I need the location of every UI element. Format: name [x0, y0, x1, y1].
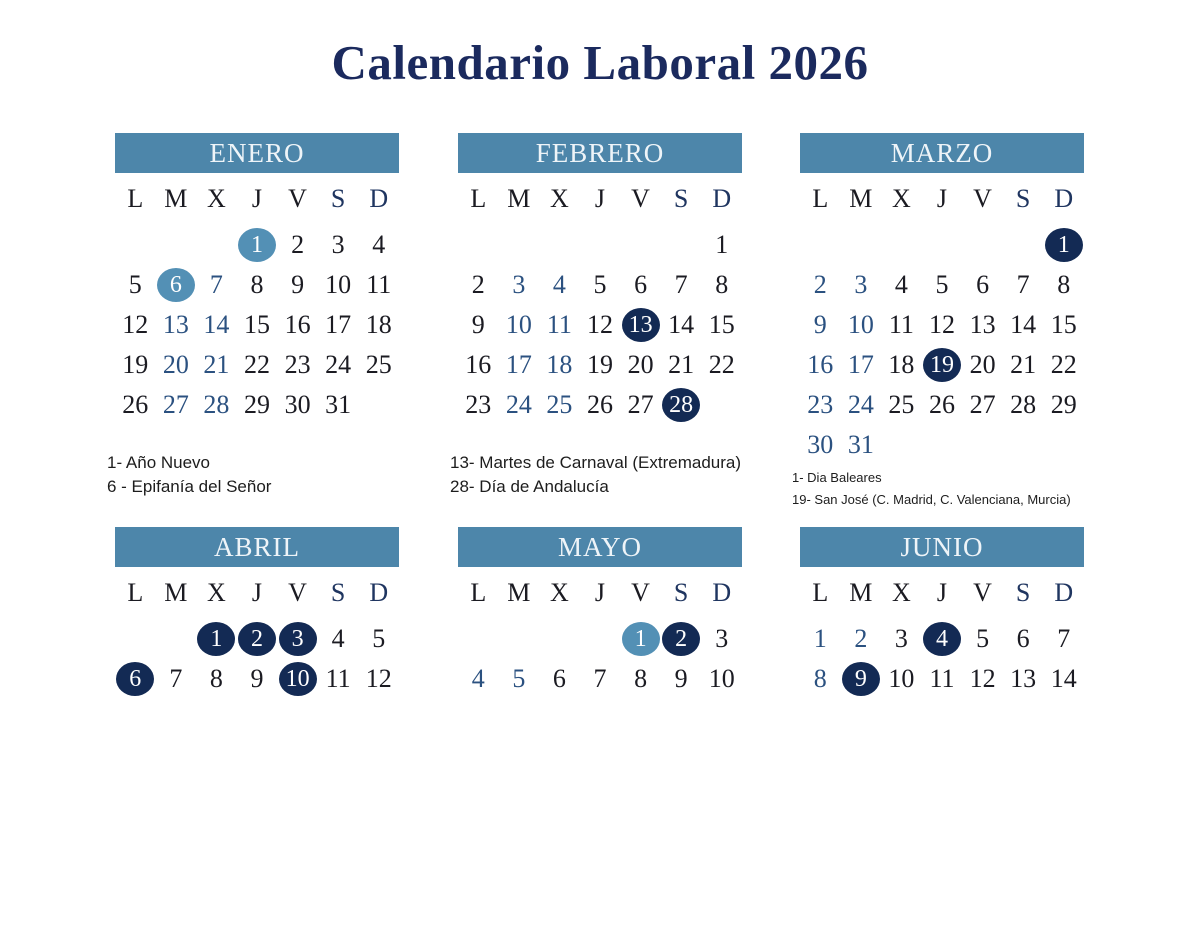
- holiday-circle: 10: [279, 662, 317, 696]
- date-cell: 24: [505, 390, 532, 419]
- weekday-header-D: D: [1054, 578, 1074, 607]
- empty-cell: [580, 619, 621, 659]
- weekday-header-row: [800, 577, 1084, 609]
- date-cell: 4: [331, 624, 345, 653]
- date-cell: 7: [169, 664, 183, 693]
- date-cell: 12: [928, 310, 955, 339]
- weekday-header-J: J: [251, 184, 263, 213]
- holiday-circle: 1: [197, 622, 235, 656]
- holiday-note: 28- Día de Andalucía: [450, 477, 609, 496]
- holiday-note: 1- Año Nuevo: [107, 453, 211, 472]
- date-cell: 21: [1010, 350, 1037, 379]
- date-cell: 4: [552, 270, 566, 299]
- weekday-header-S: S: [673, 578, 689, 607]
- date-cell: 7: [1057, 624, 1071, 653]
- weekday-header-M: M: [507, 578, 531, 607]
- weekday-header-L: L: [127, 184, 144, 213]
- date-cell: 12: [586, 310, 613, 339]
- weekday-header-D: D: [369, 184, 389, 213]
- date-cell: 14: [1050, 664, 1077, 693]
- date-cell: 17: [325, 310, 352, 339]
- holiday-circle: 13: [622, 308, 660, 342]
- weekday-header-X: X: [550, 578, 569, 607]
- holiday-notes: [450, 451, 790, 499]
- week-row: [458, 659, 742, 699]
- weekday-header-row: [115, 183, 399, 215]
- holiday-circle: 3: [279, 622, 317, 656]
- date-cell: 9: [813, 310, 827, 339]
- date-cell: 1: [715, 230, 729, 259]
- date-cell: 3: [512, 270, 526, 299]
- date-cell: 5: [372, 624, 386, 653]
- date-cell: 23: [465, 390, 492, 419]
- date-cell: 28: [1010, 390, 1037, 419]
- month-title: FEBRERO: [458, 133, 742, 173]
- date-cell: 6: [634, 270, 648, 299]
- holiday-note: 13- Martes de Carnaval (Extremadura): [450, 453, 742, 472]
- empty-cell: [156, 619, 197, 659]
- month-febrero: [450, 133, 742, 553]
- holiday-note: 19- San José (C. Madrid, C. Valenciana, Murcia): [792, 492, 1071, 507]
- date-cell: 5: [935, 270, 949, 299]
- date-cell: 15: [1050, 310, 1077, 339]
- date-cell: 10: [325, 270, 352, 299]
- weekday-header-S: S: [330, 578, 346, 607]
- empty-cell: [115, 619, 156, 659]
- month-enero: [107, 133, 399, 553]
- weekday-header-M: M: [164, 184, 188, 213]
- weekday-header-M: M: [849, 578, 873, 607]
- date-cell: 31: [325, 390, 352, 419]
- date-cell: 27: [969, 390, 996, 419]
- date-cell: 10: [505, 310, 532, 339]
- weekday-header-V: V: [973, 578, 992, 607]
- date-cell: 10: [847, 310, 874, 339]
- date-cell: 26: [586, 390, 613, 419]
- empty-cell: [115, 225, 156, 265]
- date-cell: 20: [627, 350, 654, 379]
- weeks-grid: [800, 619, 1084, 699]
- page-title: Calendario Laboral 2026: [331, 35, 869, 90]
- date-cell: 3: [331, 230, 345, 259]
- month-title: JUNIO: [800, 527, 1084, 567]
- empty-cell: [499, 619, 540, 659]
- date-cell: 29: [1050, 390, 1077, 419]
- empty-cell: [358, 385, 399, 425]
- date-cell: 21: [668, 350, 695, 379]
- weeks-grid: [458, 619, 742, 699]
- empty-cell: [499, 225, 540, 265]
- date-cell: 5: [128, 270, 142, 299]
- date-cell: 26: [122, 390, 149, 419]
- date-cell: 12: [122, 310, 149, 339]
- empty-cell: [156, 225, 197, 265]
- holiday-circle: 1: [238, 228, 276, 262]
- weekday-header-D: D: [712, 578, 732, 607]
- date-cell: 8: [715, 270, 729, 299]
- date-cell: 2: [854, 624, 868, 653]
- date-cell: [115, 659, 156, 699]
- weekday-header-L: L: [470, 578, 487, 607]
- weekday-header-V: V: [631, 578, 650, 607]
- empty-cell: [539, 225, 580, 265]
- week-row: [115, 265, 399, 305]
- weekday-header-X: X: [550, 184, 569, 213]
- date-cell: 8: [250, 270, 264, 299]
- weekday-header-J: J: [251, 578, 263, 607]
- date-cell: 25: [888, 390, 915, 419]
- empty-cell: [922, 225, 963, 265]
- date-cell: [841, 659, 882, 699]
- weekday-header-X: X: [207, 578, 226, 607]
- date-cell: [620, 619, 661, 659]
- weekday-header-S: S: [1015, 578, 1031, 607]
- empty-cell: [881, 425, 922, 465]
- empty-cell: [620, 225, 661, 265]
- date-cell: [277, 659, 318, 699]
- date-cell: 23: [284, 350, 311, 379]
- date-cell: 11: [888, 310, 914, 339]
- week-row: [458, 225, 742, 265]
- date-cell: 16: [807, 350, 834, 379]
- weekday-header-J: J: [936, 578, 948, 607]
- date-cell: 30: [284, 390, 311, 419]
- date-cell: [156, 265, 197, 305]
- month-mayo: [458, 527, 742, 947]
- date-cell: 7: [674, 270, 688, 299]
- date-cell: [1043, 225, 1084, 265]
- date-cell: 11: [325, 664, 351, 693]
- date-cell: 4: [894, 270, 908, 299]
- date-cell: 14: [668, 310, 695, 339]
- weekday-header-S: S: [330, 184, 346, 213]
- week-row: [115, 659, 399, 699]
- weekday-header-M: M: [849, 184, 873, 213]
- week-row: [800, 425, 1084, 465]
- date-cell: 9: [471, 310, 485, 339]
- month-title: ENERO: [115, 133, 399, 173]
- date-cell: 26: [928, 390, 955, 419]
- weeks-grid: [800, 225, 1084, 465]
- month-marzo: [792, 133, 1084, 553]
- empty-cell: [196, 225, 237, 265]
- date-cell: 14: [1010, 310, 1037, 339]
- date-cell: 24: [325, 350, 352, 379]
- holiday-circle: 19: [923, 348, 961, 382]
- empty-cell: [841, 225, 882, 265]
- date-cell: 11: [546, 310, 572, 339]
- date-cell: 12: [969, 664, 996, 693]
- empty-cell: [458, 619, 499, 659]
- week-row: [800, 305, 1084, 345]
- date-cell: 27: [162, 390, 189, 419]
- date-cell: 13: [1010, 664, 1037, 693]
- week-row: [458, 385, 742, 425]
- date-cell: 6: [976, 270, 990, 299]
- date-cell: 10: [888, 664, 915, 693]
- date-cell: 8: [1057, 270, 1071, 299]
- date-cell: 22: [708, 350, 735, 379]
- date-cell: 4: [471, 664, 485, 693]
- weekday-header-M: M: [507, 184, 531, 213]
- month-junio: [800, 527, 1084, 947]
- weekday-header-L: L: [812, 184, 829, 213]
- empty-cell: [1003, 425, 1044, 465]
- date-cell: 20: [162, 350, 189, 379]
- holiday-notes: [107, 451, 447, 499]
- date-cell: 5: [593, 270, 607, 299]
- empty-cell: [800, 225, 841, 265]
- date-cell: 7: [1016, 270, 1030, 299]
- month-title: ABRIL: [115, 527, 399, 567]
- empty-cell: [458, 225, 499, 265]
- date-cell: 20: [969, 350, 996, 379]
- date-cell: [922, 345, 963, 385]
- date-cell: [237, 225, 278, 265]
- weeks-grid: [115, 619, 399, 699]
- date-cell: [661, 385, 702, 425]
- date-cell: 14: [203, 310, 230, 339]
- date-cell: 31: [847, 430, 874, 459]
- weekday-header-row: [115, 577, 399, 609]
- holiday-note: 6 - Epifanía del Señor: [107, 477, 272, 496]
- empty-cell: [661, 225, 702, 265]
- date-cell: 9: [291, 270, 305, 299]
- date-cell: 19: [586, 350, 613, 379]
- weekday-header-V: V: [631, 184, 650, 213]
- holiday-note: 1- Dia Baleares: [792, 470, 882, 485]
- date-cell: 16: [465, 350, 492, 379]
- date-cell: 15: [708, 310, 735, 339]
- date-cell: 8: [634, 664, 648, 693]
- empty-cell: [922, 425, 963, 465]
- week-row: [800, 265, 1084, 305]
- date-cell: 2: [471, 270, 485, 299]
- weekday-header-J: J: [594, 184, 606, 213]
- date-cell: 7: [593, 664, 607, 693]
- weekday-header-X: X: [207, 184, 226, 213]
- date-cell: 18: [365, 310, 392, 339]
- date-cell: [620, 305, 661, 345]
- weeks-grid: [115, 225, 399, 425]
- weekday-header-V: V: [288, 184, 307, 213]
- holiday-circle: 2: [662, 622, 700, 656]
- weekday-header-J: J: [936, 184, 948, 213]
- week-row: [115, 225, 399, 265]
- holiday-circle: 28: [662, 388, 700, 422]
- date-cell: 29: [243, 390, 270, 419]
- week-row: [115, 385, 399, 425]
- date-cell: 17: [505, 350, 532, 379]
- weekday-header-S: S: [673, 184, 689, 213]
- weekday-header-M: M: [164, 578, 188, 607]
- holiday-circle: 6: [157, 268, 195, 302]
- date-cell: 19: [122, 350, 149, 379]
- week-row: [458, 305, 742, 345]
- date-cell: 3: [894, 624, 908, 653]
- date-cell: 6: [552, 664, 566, 693]
- date-cell: 25: [546, 390, 573, 419]
- date-cell: 8: [813, 664, 827, 693]
- empty-cell: [962, 425, 1003, 465]
- date-cell: 4: [372, 230, 386, 259]
- weekday-header-D: D: [1054, 184, 1074, 213]
- weekday-header-row: [458, 577, 742, 609]
- date-cell: 1: [813, 624, 827, 653]
- weekday-header-row: [800, 183, 1084, 215]
- weekday-header-D: D: [369, 578, 389, 607]
- holiday-circle: 6: [116, 662, 154, 696]
- date-cell: [661, 619, 702, 659]
- date-cell: 16: [284, 310, 311, 339]
- date-cell: 27: [627, 390, 654, 419]
- week-row: [115, 305, 399, 345]
- date-cell: 13: [969, 310, 996, 339]
- weeks-grid: [458, 225, 742, 425]
- weekday-header-X: X: [892, 184, 911, 213]
- date-cell: 10: [708, 664, 735, 693]
- empty-cell: [881, 225, 922, 265]
- date-cell: 21: [203, 350, 230, 379]
- holiday-notes: [792, 467, 1132, 511]
- empty-cell: [1003, 225, 1044, 265]
- month-title: MAYO: [458, 527, 742, 567]
- weekday-header-L: L: [127, 578, 144, 607]
- date-cell: 9: [250, 664, 264, 693]
- date-cell: 7: [209, 270, 223, 299]
- week-row: [458, 619, 742, 659]
- weekday-header-row: [458, 183, 742, 215]
- weekday-header-X: X: [892, 578, 911, 607]
- holiday-circle: 1: [622, 622, 660, 656]
- weekday-header-V: V: [973, 184, 992, 213]
- date-cell: 22: [243, 350, 270, 379]
- date-cell: 30: [807, 430, 834, 459]
- holiday-circle: 1: [1045, 228, 1083, 262]
- date-cell: 25: [365, 350, 392, 379]
- date-cell: 8: [209, 664, 223, 693]
- weekday-header-S: S: [1015, 184, 1031, 213]
- holiday-circle: 4: [923, 622, 961, 656]
- week-row: [800, 659, 1084, 699]
- date-cell: 3: [854, 270, 868, 299]
- week-row: [458, 345, 742, 385]
- weekday-header-D: D: [712, 184, 732, 213]
- week-row: [115, 619, 399, 659]
- empty-cell: [701, 385, 742, 425]
- date-cell: 5: [512, 664, 526, 693]
- date-cell: 13: [162, 310, 189, 339]
- date-cell: 2: [291, 230, 305, 259]
- week-row: [800, 345, 1084, 385]
- date-cell: [196, 619, 237, 659]
- date-cell: [237, 619, 278, 659]
- empty-cell: [1043, 425, 1084, 465]
- empty-cell: [962, 225, 1003, 265]
- date-cell: 2: [813, 270, 827, 299]
- empty-cell: [539, 619, 580, 659]
- week-row: [800, 225, 1084, 265]
- week-row: [800, 619, 1084, 659]
- date-cell: 18: [888, 350, 915, 379]
- week-row: [800, 385, 1084, 425]
- date-cell: 11: [366, 270, 392, 299]
- weekday-header-L: L: [812, 578, 829, 607]
- month-abril: [115, 527, 399, 947]
- date-cell: 3: [715, 624, 729, 653]
- date-cell: 9: [674, 664, 688, 693]
- weekday-header-J: J: [594, 578, 606, 607]
- holiday-circle: 9: [842, 662, 880, 696]
- date-cell: 12: [365, 664, 392, 693]
- date-cell: 5: [976, 624, 990, 653]
- date-cell: [922, 619, 963, 659]
- date-cell: 6: [1016, 624, 1030, 653]
- date-cell: 17: [847, 350, 874, 379]
- week-row: [458, 265, 742, 305]
- date-cell: 23: [807, 390, 834, 419]
- date-cell: 28: [203, 390, 230, 419]
- week-row: [115, 345, 399, 385]
- holiday-circle: 2: [238, 622, 276, 656]
- empty-cell: [580, 225, 621, 265]
- date-cell: 15: [243, 310, 270, 339]
- weekday-header-L: L: [470, 184, 487, 213]
- date-cell: 18: [546, 350, 573, 379]
- month-title: MARZO: [800, 133, 1084, 173]
- date-cell: 22: [1050, 350, 1077, 379]
- date-cell: [277, 619, 318, 659]
- date-cell: 24: [847, 390, 874, 419]
- weekday-header-V: V: [288, 578, 307, 607]
- date-cell: 11: [929, 664, 955, 693]
